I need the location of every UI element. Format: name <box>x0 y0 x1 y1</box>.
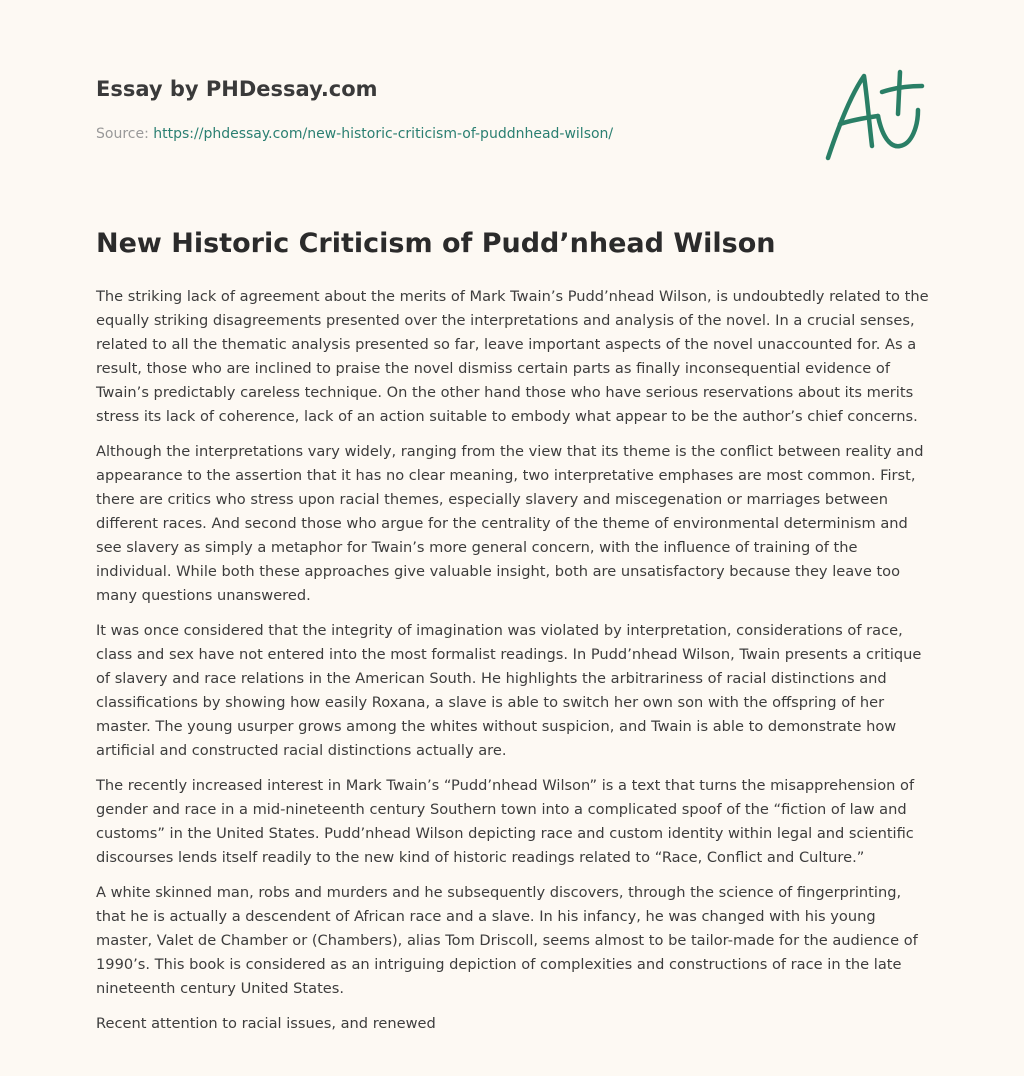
paragraph: The striking lack of agreement about the merits of Mark Twain’s Pudd’nhead Wilson, is undoubtedly related to the equally striking disagreements presented over the interpretations and analysis of the novel. In a crucial senses, related to all the thematic analysis presented so far, leave important aspects of the novel unaccounted for. As a result, those who are inclined to praise the novel dismiss certain parts as finally inconsequential evidence of Twain’s predictably careless technique. On the other hand those who have serious reservations about its merits stress its lack of coherence, lack of an action suitable to embody what appear to be the author’s chief concerns. <box>96 288 929 425</box>
page-header <box>96 74 716 144</box>
paragraph: A white skinned man, robs and murders and he subsequently discovers, through the science of fingerprinting, that he is actually a descendent of African race and a slave. In his infancy, he was changed with his young master, Valet de Chamber or (Chambers), alias Tom Driscoll, seems almost to be tailor-made for the audience of 1990’s. This book is considered as an intriguing depiction of complexities and constructions of race in the late nineteenth century United States. <box>96 884 918 997</box>
source-line <box>96 124 716 144</box>
paragraph: Although the interpretations vary widely, ranging from the view that its theme is the conflict between reality and appearance to the assertion that it has no clear meaning, two interpretative emphases are most common. First, there are critics who stress upon racial themes, especially slavery and miscegenation or marriages between different races. And second those who argue for the centrality of the theme of environmental determinism and see slavery as simply a metaphor for Twain’s more general concern, with the influence of training of the individual. While both these approaches give valuable insight, both are unsatisfactory because they leave too many questions unanswered. <box>96 443 924 604</box>
source-link[interactable]: https://phdessay.com/new-historic-criticism-of-puddnhead-wilson/ <box>153 126 614 142</box>
paragraph: Recent attention to racial issues, and renewed <box>96 1015 436 1032</box>
essay-body <box>96 285 932 1047</box>
paragraph: It was once considered that the integrity of imagination was violated by interpretation, considerations of race, class and sex have not entered into the most formalist readings. In Pudd’nhead Wilson, Twain presents a critique of slavery and race relations in the American South. He highlights the arbitrariness of racial distinctions and classifications by showing how easily Roxana, a slave is able to switch her own son with the offspring of her master. The young usurper grows among the whites without suspicion, and Twain is able to demonstrate how artificial and constructed racial distinctions actually are. <box>96 622 922 759</box>
source-label: Source: <box>96 126 149 142</box>
a-plus-logo <box>820 66 930 166</box>
brand-title: Essay by PHDessay.com <box>96 77 378 101</box>
paragraph: The recently increased interest in Mark Twain’s “Pudd’nhead Wilson” is a text that turns the misapprehension of gender and race in a mid-nineteenth century Southern town into a complicated spoof of the “fiction of law and customs” in the United States. Pudd’nhead Wilson depicting race and custom identity within legal and scientific discourses lends itself readily to the new kind of historic readings related to “Race, Conflict and Culture.” <box>96 777 915 866</box>
essay-title: New Historic Criticism of Pudd’nhead Wilson <box>96 228 776 259</box>
